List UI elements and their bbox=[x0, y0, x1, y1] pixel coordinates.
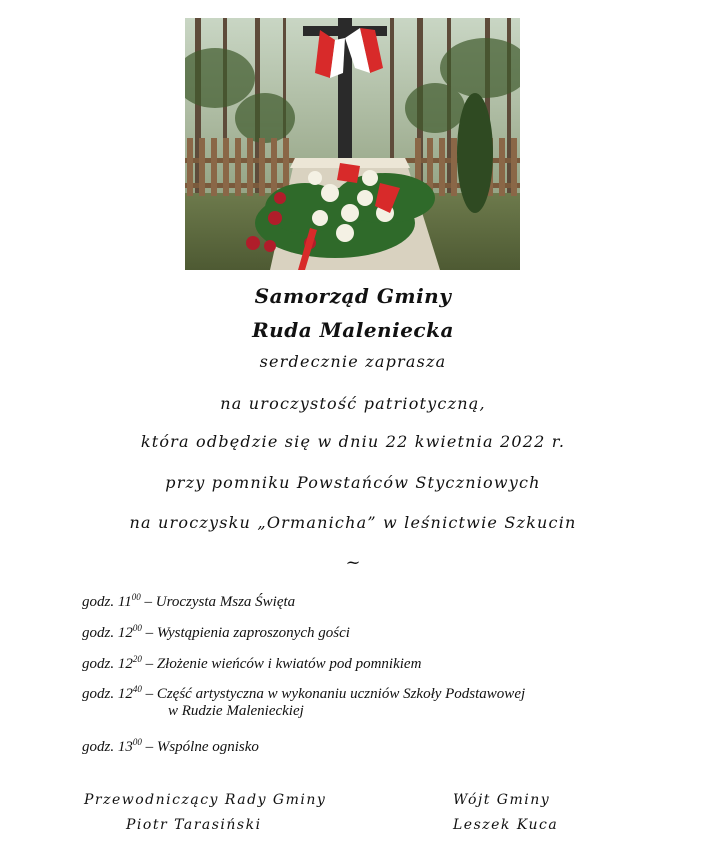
schedule-prefix: godz. bbox=[82, 739, 118, 755]
monument-photo bbox=[185, 18, 520, 270]
schedule-minutes: 00 bbox=[132, 623, 142, 633]
schedule-minutes: 20 bbox=[132, 654, 142, 664]
schedule-hour: 13 bbox=[117, 739, 133, 755]
schedule-text-continuation: w Rudzie Malenieckiej bbox=[168, 703, 304, 719]
signature-right-name: Leszek Kuca bbox=[453, 817, 559, 833]
signature-left-role: Przewodniczący Rady Gminy bbox=[84, 792, 327, 808]
schedule-separator: – bbox=[141, 739, 157, 755]
signature-right-role: Wójt Gminy bbox=[453, 792, 551, 808]
schedule-hour: 11 bbox=[117, 594, 132, 610]
schedule-text: Wystąpienia zaproszonych gości bbox=[156, 625, 350, 641]
schedule-minutes: 40 bbox=[132, 684, 142, 694]
title-line-2: Ruda Maleniecka bbox=[252, 318, 454, 342]
schedule-item bbox=[82, 737, 259, 756]
body-line-1: na uroczystość patriotyczną, bbox=[220, 394, 486, 413]
schedule-separator: – bbox=[141, 625, 157, 641]
schedule-minutes: 00 bbox=[132, 737, 142, 747]
schedule-item bbox=[82, 684, 525, 720]
invite-text: serdecznie zaprasza bbox=[259, 352, 447, 371]
schedule-text: Wspólne ognisko bbox=[156, 739, 259, 755]
schedule-separator: – bbox=[141, 656, 157, 672]
body-line-3: przy pomniku Powstańców Styczniowych bbox=[165, 473, 541, 492]
schedule-item bbox=[82, 592, 295, 611]
schedule-text: Część artystyczna w wykonaniu uczniów Szkoły Podstawowej bbox=[156, 686, 526, 702]
schedule-minutes: 00 bbox=[131, 592, 141, 602]
schedule-prefix: godz. bbox=[82, 625, 118, 641]
schedule-text: Uroczysta Msza Święta bbox=[155, 594, 296, 610]
schedule-separator: – bbox=[140, 594, 156, 610]
schedule-hour: 12 bbox=[117, 686, 133, 702]
schedule-prefix: godz. bbox=[82, 656, 118, 672]
schedule-hour: 12 bbox=[117, 625, 133, 641]
schedule-separator: – bbox=[141, 686, 157, 702]
signature-left-name: Piotr Tarasiński bbox=[126, 817, 262, 833]
title-line-1: Samorząd Gminy bbox=[254, 284, 452, 308]
divider-tilde: ~ bbox=[345, 552, 361, 573]
schedule-hour: 12 bbox=[117, 656, 133, 672]
schedule-prefix: godz. bbox=[82, 594, 118, 610]
body-line-2: która odbędzie się w dniu 22 kwietnia 2022 r. bbox=[140, 432, 566, 451]
schedule-text: Złożenie wieńców i kwiatów pod pomnikiem bbox=[156, 656, 422, 672]
schedule-item bbox=[82, 654, 421, 673]
body-line-4: na uroczysku „Ormanicha” w leśnictwie Szkucin bbox=[129, 513, 577, 532]
schedule-prefix: godz. bbox=[82, 686, 118, 702]
schedule-item bbox=[82, 623, 350, 642]
